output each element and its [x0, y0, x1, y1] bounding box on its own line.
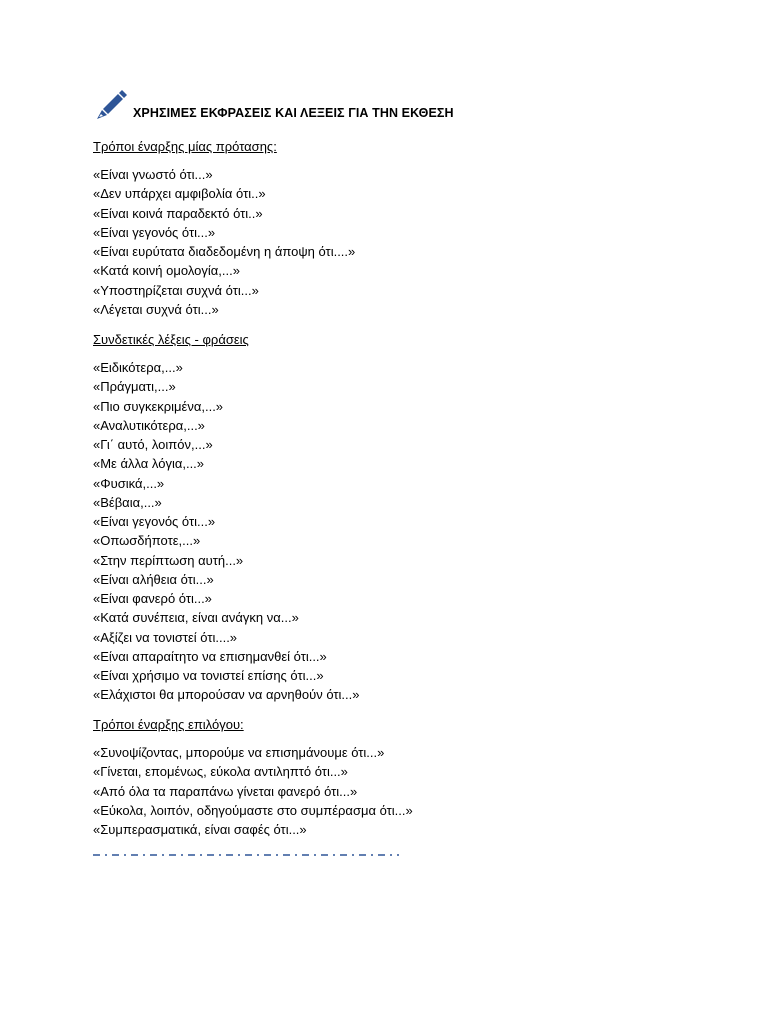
list-item: «Είναι απαραίτητο να επισημανθεί ότι...»	[93, 648, 327, 664]
list-item: «Είναι κοινά παραδεκτό ότι..»	[93, 205, 263, 221]
phrase-list	[93, 358, 693, 705]
list-item: «Από όλα τα παραπάνω γίνεται φανερό ότι...»	[93, 783, 358, 799]
list-item: «Δεν υπάρχει αμφιβολία ότι..»	[93, 186, 266, 202]
list-item: «Πιο συγκεκριμένα,...»	[93, 398, 224, 414]
list-item: «Είναι αλήθεια ότι...»	[93, 571, 214, 587]
dash-dot-divider	[93, 852, 399, 858]
list-item: «Γίνεται, επομένως, εύκολα αντιληπτό ότι...»	[93, 764, 348, 780]
list-item: «Είναι φανερό ότι...»	[93, 591, 212, 606]
list-item: «Κατά συνέπεια, είναι ανάγκη να...»	[93, 610, 299, 626]
list-item: «Είναι γεγονός ότι...»	[93, 224, 216, 240]
list-item: «Αξίζει να τονιστεί ότι....»	[93, 629, 238, 645]
list-item: «Γι΄ αυτό, λοιπόν,...»	[93, 437, 213, 452]
phrase-list	[93, 743, 693, 839]
list-item: «Ειδικότερα,...»	[93, 360, 183, 375]
section-sentence-openers	[93, 137, 693, 319]
list-item: «Με άλλα λόγια,...»	[93, 456, 205, 472]
list-item: «Εύκολα, λοιπόν, οδηγούμαστε στο συμπέρασμα ότι...»	[93, 802, 413, 818]
list-item: «Είναι γεγονός ότι...»	[93, 514, 216, 529]
list-item: «Πράγματι,...»	[93, 379, 176, 395]
list-item: «Ελάχιστοι θα μπορούσαν να αρνηθούν ότι...»	[93, 687, 360, 703]
section-heading: Τρόποι έναρξης μίας πρότασης:	[93, 139, 277, 154]
list-item: «Αναλυτικότερα,...»	[93, 417, 205, 433]
list-item: «Υποστηρίζεται συχνά ότι...»	[93, 282, 259, 298]
pencil-icon	[94, 88, 128, 120]
section-heading: Συνδετικές λέξεις - φράσεις	[93, 332, 249, 347]
list-item: «Φυσικά,...»	[93, 475, 165, 491]
list-item: «Είναι χρήσιμο να τονιστεί επίσης ότι...»	[93, 668, 324, 683]
list-item: «Βέβαια,...»	[93, 494, 162, 510]
list-item: «Οπωσδήποτε,...»	[93, 533, 201, 549]
section-connectives	[93, 330, 693, 705]
list-item: «Λέγεται συχνά ότι...»	[93, 301, 219, 317]
list-item: «Κατά κοινή ομολογία,...»	[93, 263, 240, 279]
title-row	[94, 88, 454, 120]
document-title: ΧΡΗΣΙΜΕΣ ΕΚΦΡΑΣΕΙΣ ΚΑΙ ΛΕΞΕΙΣ ΓΙΑ ΤΗΝ ΕΚΘΕΣΗ	[133, 106, 454, 120]
section-heading: Τρόποι έναρξης επιλόγου:	[93, 717, 244, 732]
list-item: «Είναι γνωστό ότι...»	[93, 167, 213, 182]
phrase-list	[93, 165, 693, 319]
list-item: «Συνοψίζοντας, μπορούμε να επισημάνουμε ότι...»	[93, 745, 385, 760]
list-item: «Συμπερασματικά, είναι σαφές ότι...»	[93, 822, 307, 837]
list-item: «Στην περίπτωση αυτή...»	[93, 552, 244, 568]
section-conclusion-openers	[93, 715, 693, 839]
list-item: «Είναι ευρύτατα διαδεδομένη η άποψη ότι....»	[93, 244, 356, 259]
